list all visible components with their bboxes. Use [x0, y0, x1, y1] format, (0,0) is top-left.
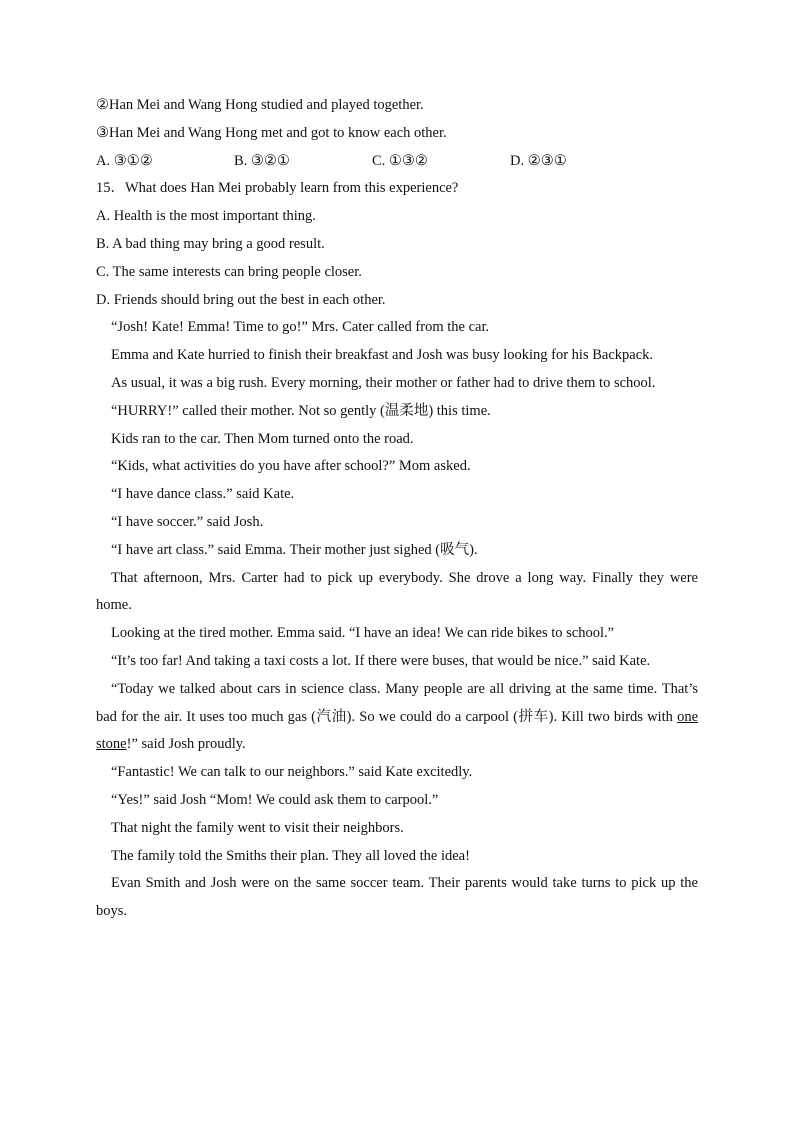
- passage-paragraph: “I have soccer.” said Josh.: [111, 513, 264, 530]
- option-d: D. ②③①: [510, 152, 567, 169]
- question-15-choice-d: D. Friends should bring out the best in each other.: [96, 291, 386, 308]
- passage-paragraph: Emma and Kate hurried to finish their breakfast and Josh was busy looking for his Backpack.: [111, 347, 654, 364]
- order-item-2: ②Han Mei and Wang Hong studied and played together.: [96, 97, 424, 113]
- document-page: [96, 92, 698, 926]
- passage-paragraph: “Kids, what activities do you have after school?” Mom asked.: [111, 458, 471, 475]
- option-c: C. ①③②: [372, 152, 428, 169]
- passage-paragraph: “HURRY!” called their mother. Not so gently (温柔地) this time.: [111, 402, 491, 419]
- question-15-stem: 15．What does Han Mei probably learn from this experience?: [96, 180, 459, 197]
- passage-paragraph: That night the family went to visit their neighbors.: [111, 819, 404, 836]
- passage-text: “Today we talked about cars in science class. Many people are all driving at the same time. That’s bad for the air. It uses too much gas (汽油). So we could do a carpool (拼车). Kill two birds with: [96, 680, 698, 725]
- passage-paragraph: Kids ran to the car. Then Mom turned onto the road.: [111, 430, 414, 447]
- passage-paragraph: “I have art class.” said Emma. Their mother just sighed (吸气).: [111, 541, 478, 558]
- underlined-phrase: one stone: [96, 708, 698, 753]
- passage-paragraph: As usual, it was a big rush. Every morning, their mother or father had to drive them to school.: [111, 374, 656, 391]
- passage-paragraph: Evan Smith and Josh were on the same soccer team. Their parents would take turns to pick up the boys.: [96, 875, 698, 920]
- passage-paragraph: That afternoon, Mrs. Carter had to pick up everybody. She drove a long way. Finally they were home.: [96, 569, 698, 614]
- passage-paragraph: “Yes!” said Josh “Mom! We could ask them to carpool.”: [111, 791, 439, 808]
- passage-paragraph: The family told the Smiths their plan. They all loved the idea!: [111, 847, 470, 864]
- passage-paragraph: “Fantastic! We can talk to our neighbors.” said Kate excitedly.: [111, 764, 473, 781]
- order-options: [96, 148, 698, 176]
- question-15-choice-b: B. A bad thing may bring a good result.: [96, 235, 325, 252]
- option-b: B. ③②①: [234, 152, 290, 169]
- question-15-choice-c: C. The same interests can bring people closer.: [96, 263, 362, 280]
- passage-paragraph: “I have dance class.” said Kate.: [111, 486, 295, 503]
- passage-paragraph: “It’s too far! And taking a taxi costs a lot. If there were buses, that would be nice.” said Kate.: [111, 652, 651, 669]
- option-a: A. ③①②: [96, 152, 153, 169]
- passage-paragraph: [96, 676, 698, 759]
- passage-paragraph: “Josh! Kate! Emma! Time to go!” Mrs. Cater called from the car.: [111, 319, 490, 336]
- order-item-3: ③Han Mei and Wang Hong met and got to know each other.: [96, 124, 447, 141]
- passage-text: !” said Josh proudly.: [126, 736, 246, 753]
- question-15-choice-a: A. Health is the most important thing.: [96, 208, 316, 225]
- passage-paragraph: Looking at the tired mother. Emma said. “I have an idea! We can ride bikes to school.”: [111, 625, 615, 642]
